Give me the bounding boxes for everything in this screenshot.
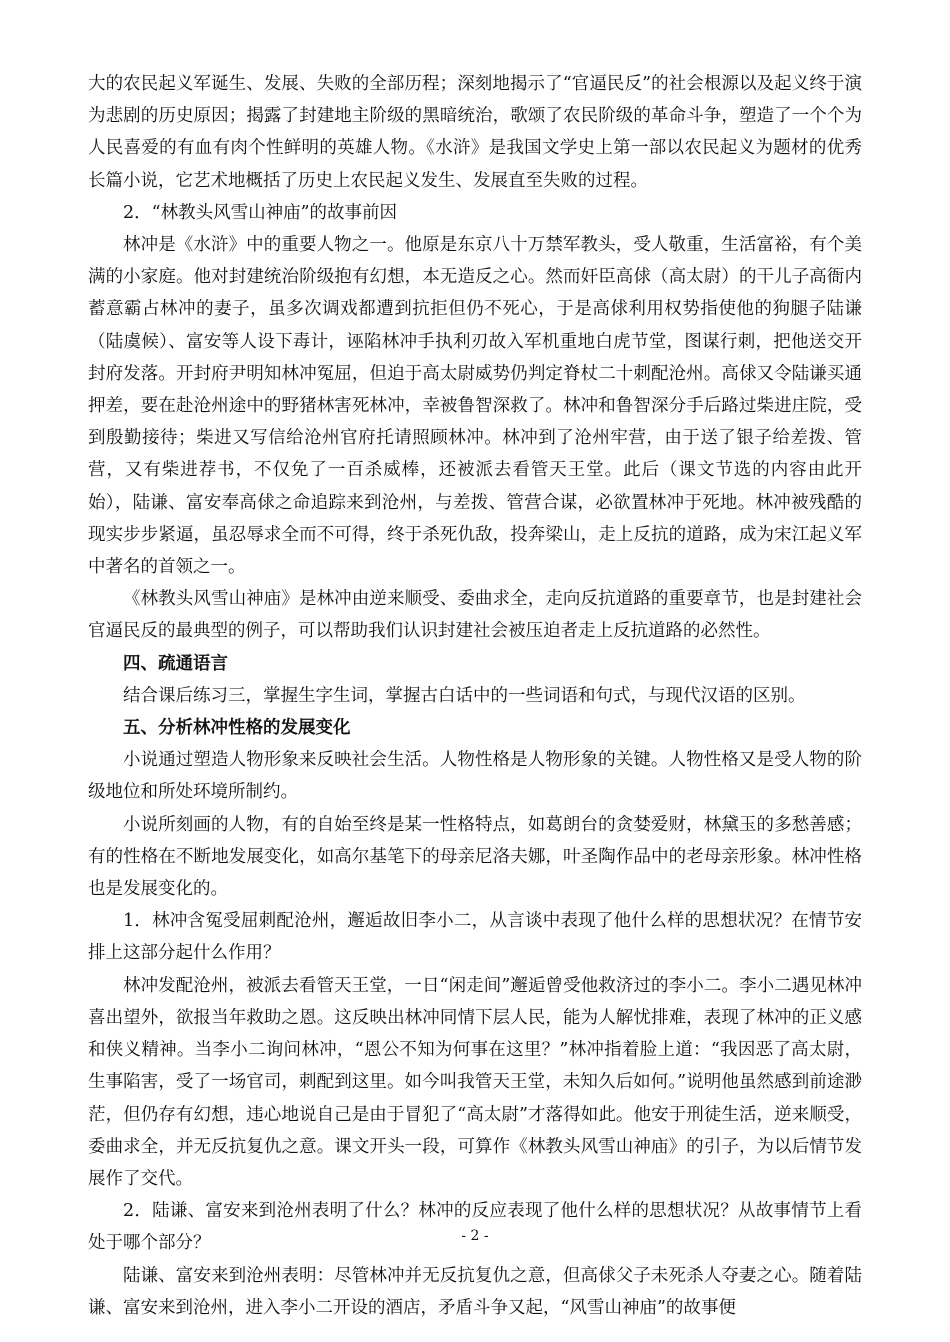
subheading-story-cause: 2．“林教头风雪山神庙”的故事前因 [123,202,398,223]
section-heading-language: 四、疏通语言 [123,653,228,674]
page-number: - 2 - [461,1228,489,1244]
question-2: 2．陆谦、富安来到沧州表明了什么？林冲的反应表现了他什么样的思想状况？从故事情节上看处于哪个部分？ [88,1201,862,1254]
answer-2-partial: 陆谦、富安来到沧州表明：尽管林冲并无反抗复仇之意，但高俅父子未死杀人夺妻之心。随着陆谦、富安来到沧州，进入李小二开设的酒店，矛盾斗争又起，“风雪山神庙”的故事便 [88,1265,862,1318]
paragraph-language-exercise: 结合课后练习三，掌握生字生词，掌握古白话中的一些词语和句式，与现代汉语的区别。 [123,685,806,706]
paragraph-chapter-significance: 《林教头风雪山神庙》是林冲由逆来顺受、委曲求全，走向反抗道路的重要章节，也是封建社会官逼民反的最典型的例子，可以帮助我们认识封建社会被压迫者走上反抗道路的必然性。 [88,589,862,642]
question-1: 1．林冲含冤受屈刺配沧州，邂逅故旧李小二，从言谈中表现了他什么样的思想状况？在情节安排上这部分起什么作用？ [88,911,862,964]
paragraph-continued: 大的农民起义军诞生、发展、失败的全部历程；深刻地揭示了“官逼民反”的社会根源以及起义终于演为悲剧的历史原因；揭露了封建地主阶级的黑暗统治，歌颂了农民阶级的革命斗争，塑造了一个个为人民喜爱的有血有肉个性鲜明的英雄人物。《水浒》是我国文学史上第一部以农民起义为题材的优秀长篇小说，它艺术地概括了历史上农民起义发生、发展直至失败的过程。 [88,74,862,191]
paragraph-character-types: 小说所刻画的人物，有的自始至终是某一性格特点，如葛朗台的贪婪爱财，林黛玉的多愁善感；有的性格在不断地发展变化，如高尔基笔下的母亲尼洛夫娜，叶圣陶作品中的老母亲形象。林冲性格也是发展变化的。 [88,814,862,900]
section-heading-character-analysis: 五、分析林冲性格的发展变化 [123,718,351,739]
paragraph-linchong-background: 林冲是《水浒》中的重要人物之一。他原是东京八十万禁军教头，受人敬重，生活富裕，有个美满的小家庭。他对封建统治阶级抱有幻想，本无造反之心。然而奸臣高俅（高太尉）的干儿子高衙内蓄意霸占林冲的妻子，虽多次调戏都遭到抗拒但仍不死心，于是高俅利用权势指使他的狗腿子陆谦（陆虞候）、富安等人设下毒计，诬陷林冲手执利刃故入军机重地白虎节堂，图谋行刺，把他送交开封府发落。开封府尹明知林冲冤屈，但迫于高太尉威势仍判定脊杖二十刺配沧州。高俅又令陆谦买通押差，要在赴沧州途中的野猪林害死林冲，幸被鲁智深救了。林冲和鲁智深分手后路过柴进庄院，受到殷勤接待；柴进又写信给沧州官府托请照顾林冲。林冲到了沧州牢营，由于送了银子给差拨、管营，又有柴进荐书，不仅免了一百杀威棒，还被派去看管天王堂。此后（课文节选的内容由此开始），陆谦、富安奉高俅之命追踪来到沧州，与差拨、管营合谋，必欲置林冲于死地。林冲被残酷的现实步步紧逼，虽忍辱求全而不可得，终于杀死仇敌，投奔梁山，走上反抗的道路，成为宋江起义军中著名的首领之一。 [88,235,862,578]
paragraph-character-intro: 小说通过塑造人物形象来反映社会生活。人物性格是人物形象的关键。人物性格又是受人物的阶级地位和所处环境所制约。 [88,750,862,803]
answer-1: 林冲发配沧州，被派去看管天王堂，一日“闲走间”邂逅曾受他救济过的李小二。李小二遇见林冲喜出望外，欲报当年救助之恩。这反映出林冲同情下层人民，能为人解忧排难，表现了林冲的正义感和侠义精神。当李小二询问林冲，“恩公不知为何事在这里？”林冲指着脸上道：“我因恶了高太尉，生事陷害，受了一场官司，刺配到这里。如今叫我管天王堂，未知久后如何。”说明他虽然感到前途渺茫，但仍存有幻想，违心地说自己是由于冒犯了“高太尉”才落得如此。他安于刑徒生活，逆来顺受，委曲求全，并无反抗复仇之意。课文开头一段，可算作《林教头风雪山神庙》的引子，为以后情节发展作了交代。 [88,975,862,1189]
